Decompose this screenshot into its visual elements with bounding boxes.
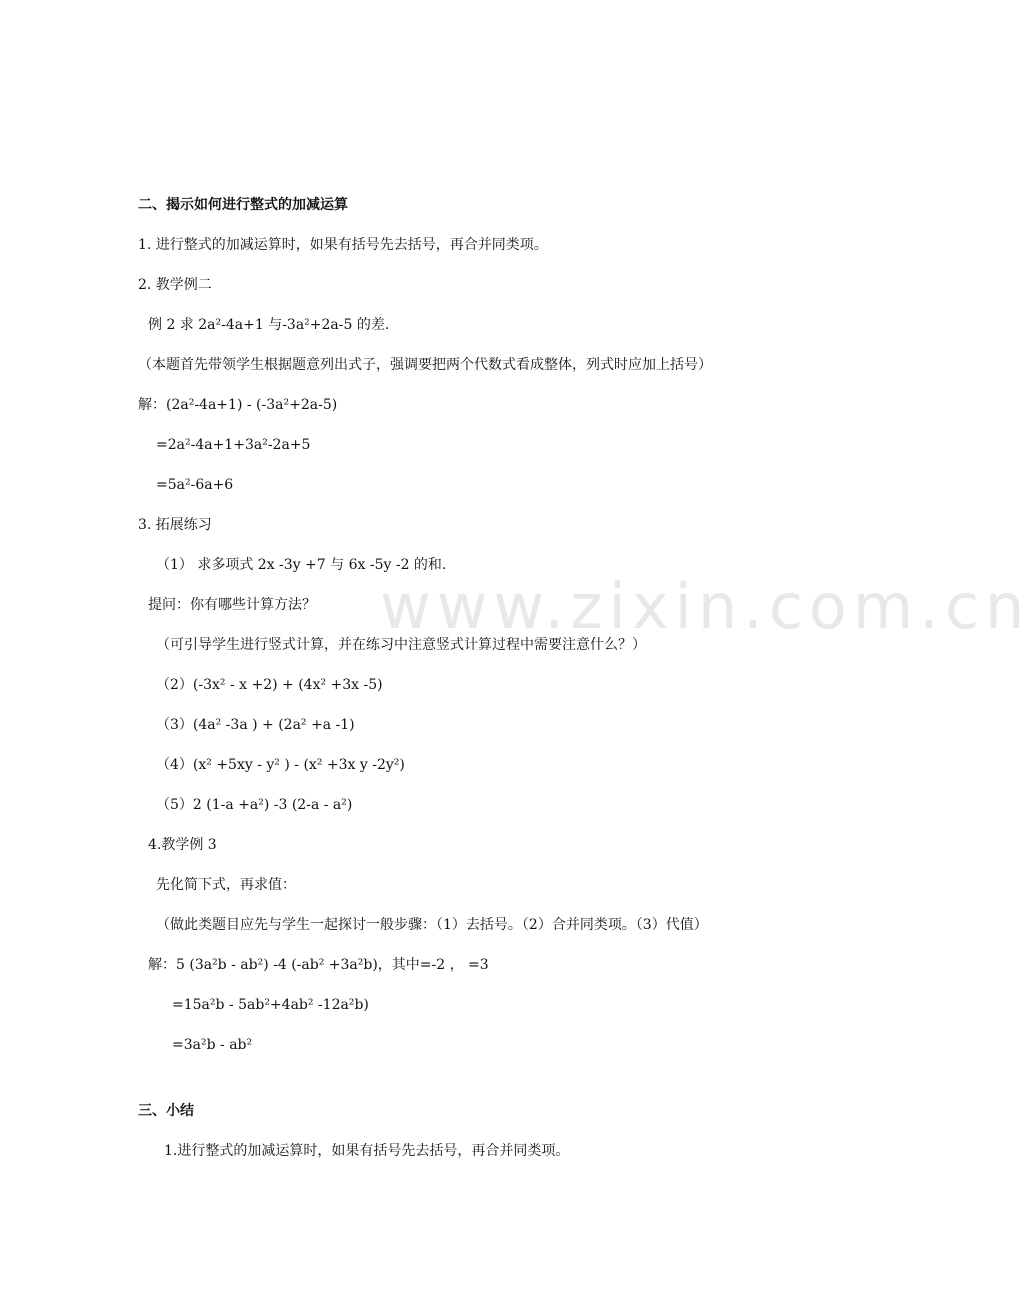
example-2: 例 2 求 2a²-4a+1 与-3a²+2a-5 的差. [148,317,390,333]
hint: （可引导学生进行竖式计算，并在练习中注意竖式计算过程中需要注意什么？） [156,637,646,653]
section-heading-2: 二、揭示如何进行整式的加减运算 [138,197,348,213]
exercise-1: （1） 求多项式 2x -3y +7 与 6x -5y -2 的和. [156,557,447,573]
rule-item-3: 3. 拓展练习 [138,517,212,533]
exercise-3: （3）(4a² -3a ) + (2a² +a -1) [156,717,355,733]
rule-item-1: 1. 进行整式的加减运算时，如果有括号先去括号，再合并同类项。 [138,237,548,253]
exercise-5: （5）2 (1-a +a²) -3 (2-a - a²) [156,797,353,813]
watermark: www.zixin.com.cn [380,570,1030,643]
solution-line-2: =2a²-4a+1+3a²-2a+5 [156,437,311,453]
teaching-note: （本题首先带领学生根据题意列出式子，强调要把两个代数式看成整体，列式时应加上括号） [138,357,712,373]
rule-item-2: 2. 教学例二 [138,277,212,293]
summary-item-1: 1.进行整式的加减运算时，如果有括号先去括号，再合并同类项。 [164,1143,570,1159]
section-heading-3: 三、小结 [138,1103,194,1119]
solution-line-3: =5a²-6a+6 [156,477,234,493]
solution2-line-1: 解：5 (3a²b - ab²) -4 (-ab² +3a²b)，其中=-2 ， =3 [148,957,489,973]
solution2-line-2: =15a²b - 5ab²+4ab² -12a²b) [172,997,369,1013]
solution2-line-3: =3a²b - ab² [172,1037,253,1053]
task: 先化简下式，再求值： [156,877,296,893]
steps-note: （做此类题目应先与学生一起探讨一般步骤：（1）去括号。（2）合并同类项。（3）代值） [156,917,708,933]
exercise-2: （2）(-3x² - x +2) + (4x² +3x -5) [156,677,383,693]
exercise-4: （4）(x² +5xy - y² ) - (x² +3x y -2y²) [156,757,405,773]
solution-line-1: 解：(2a²-4a+1) - (-3a²+2a-5) [138,397,338,413]
question: 提问：你有哪些计算方法？ [148,597,316,613]
rule-item-4: 4.教学例 3 [148,837,217,853]
